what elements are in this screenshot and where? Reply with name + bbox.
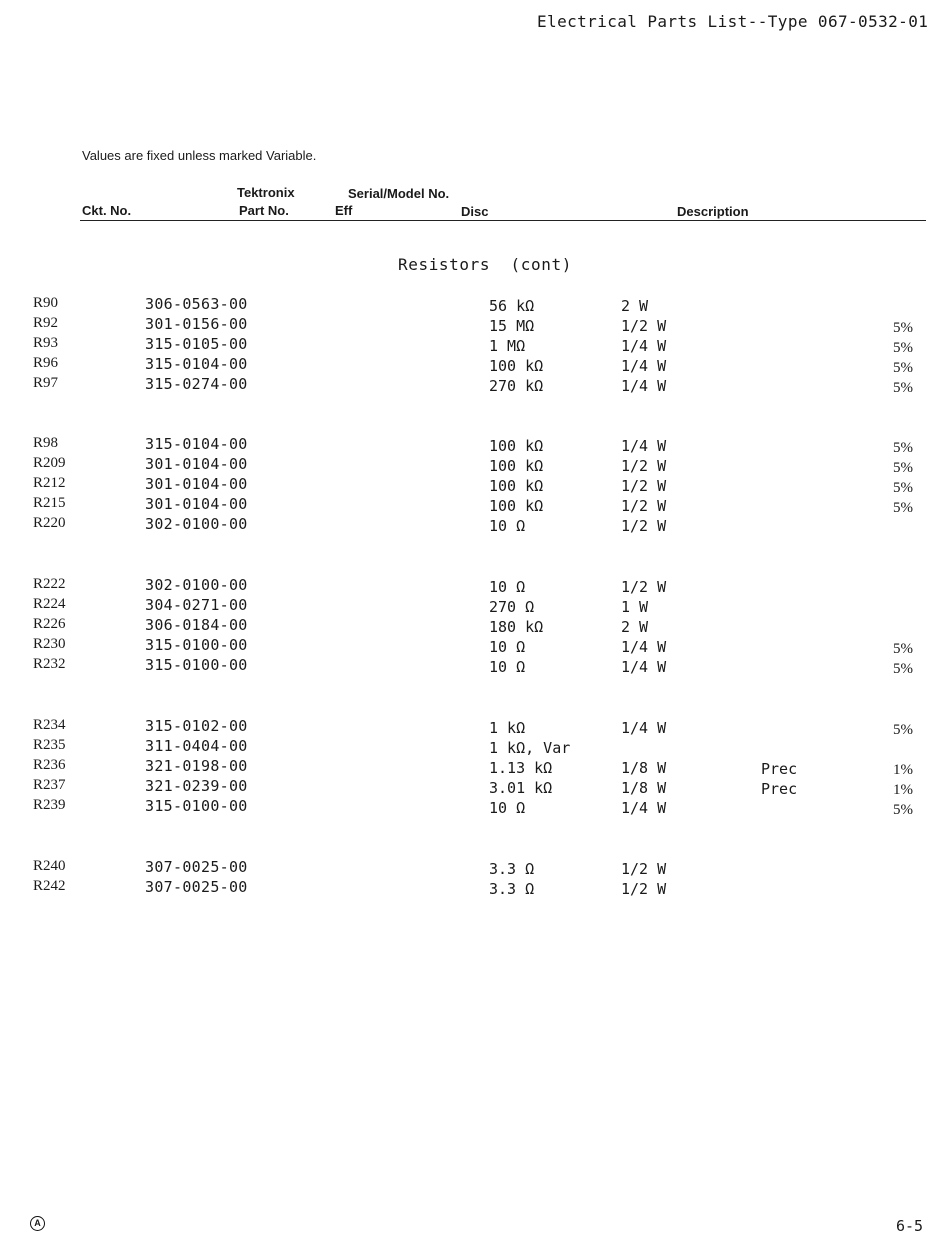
part-no-cell: 321-0198-00 (145, 757, 248, 775)
power-cell: 1 W (621, 598, 649, 616)
ckt-no-cell: R209 (33, 455, 66, 471)
ckt-no-cell: R237 (33, 777, 66, 793)
table-row (0, 878, 950, 898)
value-cell: 1.13 kΩ (489, 759, 553, 777)
power-cell: 1/4 W (621, 357, 667, 375)
value-cell: 56 kΩ (489, 297, 535, 315)
part-no-cell: 315-0104-00 (145, 355, 248, 373)
power-cell: 1/4 W (621, 719, 667, 737)
value-cell: 180 kΩ (489, 618, 544, 636)
part-no-cell: 306-0184-00 (145, 616, 248, 634)
part-no-cell: 315-0274-00 (145, 375, 248, 393)
value-cell: 10 Ω (489, 517, 526, 535)
tolerance-cell: 5% (893, 320, 913, 336)
table-row (0, 335, 950, 355)
value-cell: 1 kΩ (489, 719, 526, 737)
part-no-cell: 311-0404-00 (145, 737, 248, 755)
part-no-cell: 315-0102-00 (145, 717, 248, 735)
tolerance-cell: 5% (893, 480, 913, 496)
part-no-cell: 301-0156-00 (145, 315, 248, 333)
col-header-disc: Disc (461, 204, 489, 219)
part-no-cell: 304-0271-00 (145, 596, 248, 614)
part-no-cell: 315-0100-00 (145, 656, 248, 674)
ckt-no-cell: R242 (33, 878, 66, 894)
ckt-no-cell: R235 (33, 737, 66, 753)
tolerance-cell: 5% (893, 380, 913, 396)
power-cell: 1/4 W (621, 658, 667, 676)
part-no-cell: 307-0025-00 (145, 878, 248, 896)
value-cell: 270 kΩ (489, 377, 544, 395)
table-row (0, 757, 950, 777)
ckt-no-cell: R98 (33, 435, 59, 451)
tolerance-cell: 5% (893, 460, 913, 476)
table-row (0, 495, 950, 515)
part-no-cell: 306-0563-00 (145, 295, 248, 313)
value-cell: 100 kΩ (489, 477, 544, 495)
value-cell: 100 kΩ (489, 437, 544, 455)
part-no-cell: 302-0100-00 (145, 515, 248, 533)
page-number: 6-5 (896, 1217, 924, 1235)
ckt-no-cell: R92 (33, 315, 59, 331)
part-no-cell: 307-0025-00 (145, 858, 248, 876)
value-cell: 15 MΩ (489, 317, 535, 335)
value-cell: 10 Ω (489, 799, 526, 817)
tolerance-cell: 5% (893, 500, 913, 516)
table-row (0, 435, 950, 455)
power-cell: 1/4 W (621, 437, 667, 455)
ckt-no-cell: R239 (33, 797, 66, 813)
values-note: Values are fixed unless marked Variable. (82, 148, 317, 163)
power-cell: 1/2 W (621, 317, 667, 335)
power-cell: 2 W (621, 618, 649, 636)
power-cell: 1/2 W (621, 880, 667, 898)
table-row (0, 656, 950, 676)
ckt-no-cell: R97 (33, 375, 59, 391)
table-row (0, 777, 950, 797)
col-header-ckt-no: Ckt. No. (82, 203, 132, 218)
ckt-no-cell: R240 (33, 858, 66, 874)
col-header-description: Description (677, 204, 749, 219)
col-header-tektronix: Tektronix (237, 185, 295, 200)
power-cell: 1/2 W (621, 517, 667, 535)
table-row (0, 455, 950, 475)
power-cell: 1/2 W (621, 860, 667, 878)
value-cell: 100 kΩ (489, 497, 544, 515)
ckt-no-cell: R234 (33, 717, 66, 733)
part-no-cell: 315-0100-00 (145, 636, 248, 654)
tolerance-cell: 5% (893, 661, 913, 677)
value-cell: 10 Ω (489, 638, 526, 656)
ckt-no-cell: R224 (33, 596, 66, 612)
part-no-cell: 301-0104-00 (145, 495, 248, 513)
value-cell: 3.3 Ω (489, 880, 535, 898)
value-cell: 270 Ω (489, 598, 535, 616)
col-header-serial-model: Serial/Model No. (348, 186, 450, 201)
type-cell: Prec (761, 760, 798, 778)
power-cell: 1/4 W (621, 638, 667, 656)
value-cell: 10 Ω (489, 578, 526, 596)
part-no-cell: 315-0105-00 (145, 335, 248, 353)
tolerance-cell: 1% (893, 782, 913, 798)
power-cell: 1/2 W (621, 497, 667, 515)
table-row (0, 858, 950, 878)
power-cell: 1/2 W (621, 477, 667, 495)
ckt-no-cell: R236 (33, 757, 66, 773)
value-cell: 3.01 kΩ (489, 779, 553, 797)
col-header-eff: Eff (335, 203, 353, 218)
part-no-cell: 315-0100-00 (145, 797, 248, 815)
ckt-no-cell: R93 (33, 335, 59, 351)
tolerance-cell: 5% (893, 802, 913, 818)
table-row (0, 797, 950, 817)
tolerance-cell: 1% (893, 762, 913, 778)
table-row (0, 616, 950, 636)
table-row (0, 737, 950, 757)
type-cell: Prec (761, 780, 798, 798)
power-cell: 1/4 W (621, 337, 667, 355)
tolerance-cell: 5% (893, 440, 913, 456)
power-cell: 1/4 W (621, 377, 667, 395)
section-title: Resistors (cont) (398, 255, 572, 274)
value-cell: 100 kΩ (489, 357, 544, 375)
table-row (0, 576, 950, 596)
value-cell: 3.3 Ω (489, 860, 535, 878)
power-cell: 1/2 W (621, 578, 667, 596)
tolerance-cell: 5% (893, 340, 913, 356)
col-header-part-no: Part No. (239, 203, 289, 218)
table-row (0, 295, 950, 315)
table-row (0, 636, 950, 656)
ckt-no-cell: R220 (33, 515, 66, 531)
ckt-no-cell: R226 (33, 616, 66, 632)
tolerance-cell: 5% (893, 641, 913, 657)
ckt-no-cell: R96 (33, 355, 59, 371)
ckt-no-cell: R212 (33, 475, 66, 491)
part-no-cell: 301-0104-00 (145, 455, 248, 473)
tolerance-cell: 5% (893, 722, 913, 738)
table-row (0, 596, 950, 616)
ckt-no-cell: R232 (33, 656, 66, 672)
value-cell: 100 kΩ (489, 457, 544, 475)
power-cell: 1/8 W (621, 759, 667, 777)
table-row (0, 355, 950, 375)
ckt-no-cell: R230 (33, 636, 66, 652)
value-cell: 10 Ω (489, 658, 526, 676)
power-cell: 2 W (621, 297, 649, 315)
table-row (0, 475, 950, 495)
table-row (0, 375, 950, 395)
part-no-cell: 301-0104-00 (145, 475, 248, 493)
part-no-cell: 302-0100-00 (145, 576, 248, 594)
tolerance-cell: 5% (893, 360, 913, 376)
footer-circled-mark-icon: A (30, 1216, 45, 1231)
value-cell: 1 kΩ, Var (489, 739, 571, 757)
power-cell: 1/2 W (621, 457, 667, 475)
ckt-no-cell: R222 (33, 576, 66, 592)
ckt-no-cell: R90 (33, 295, 59, 311)
value-cell: 1 MΩ (489, 337, 526, 355)
part-no-cell: 315-0104-00 (145, 435, 248, 453)
page-header-title: Electrical Parts List--Type 067-0532-01 (537, 12, 929, 31)
power-cell: 1/4 W (621, 799, 667, 817)
part-no-cell: 321-0239-00 (145, 777, 248, 795)
ckt-no-cell: R215 (33, 495, 66, 511)
table-row (0, 315, 950, 335)
table-row (0, 515, 950, 535)
power-cell: 1/8 W (621, 779, 667, 797)
table-row (0, 717, 950, 737)
